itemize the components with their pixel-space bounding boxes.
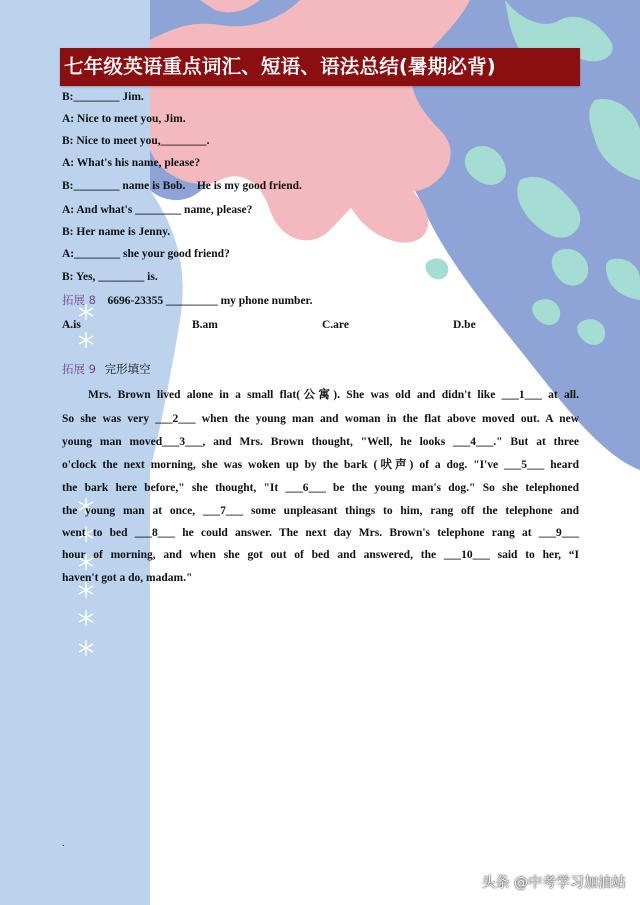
dialogue-line: A: What's his name, please? <box>62 157 201 169</box>
extension-8-label: 拓展 8 <box>62 293 96 307</box>
cloze-line: haven't got a do, madam." <box>62 572 193 584</box>
option-a: A.is <box>62 319 81 331</box>
extension-8-question <box>62 293 312 308</box>
dialogue-line: B:________ Jim. <box>62 91 144 103</box>
snowflake-icon <box>76 638 96 658</box>
watermark: 头条 @中考学习加油站 <box>481 875 626 891</box>
extension-9-heading <box>62 362 151 377</box>
cloze-line: went to bed ___8___ he could answer. The next day Mrs. Brown's telephone rang at ___9___ <box>62 527 579 539</box>
dialogue-line: A: And what's ________ name, please? <box>62 204 253 216</box>
cloze-line: Mrs. Brown lived alone in a small flat(公寓). She was old and didn't like ___1___ at all. <box>88 389 579 401</box>
page-title: 七年级英语重点词汇、短语、语法总结(暑期必背) <box>64 55 496 78</box>
dialogue-line: B: Yes, ________ is. <box>62 271 158 283</box>
cloze-line: o'clock the next morning, she was woken up by the bark (吠声) of a dog. "I've ___5___ heard <box>62 459 579 471</box>
cloze-line: hour of morning, and when she got out of bed and answered, the ___10___ said to her, “I <box>62 549 579 561</box>
extension-9-title: 完形填空 <box>104 362 151 376</box>
dialogue-line: B:________ name is Bob. He is my good friend. <box>62 180 302 192</box>
title-banner <box>60 48 580 86</box>
dialogue-line: B: Her name is Jenny. <box>62 226 171 238</box>
cloze-line: young man moved___3___, and Mrs. Brown thought, "Well, he looks ___4___." But at three <box>62 436 579 448</box>
dialogue-line: A: Nice to meet you, Jim. <box>62 113 186 125</box>
cloze-line: So she was very ___2___ when the young man and woman in the flat above moved out. A new <box>62 413 579 425</box>
cloze-line: the bark here before," she thought, "It ___6___ be the young man's dog." So she telephoned <box>62 482 579 494</box>
option-c: C.are <box>322 319 349 331</box>
cloze-line: the young man at once, ___7___ some unpleasant things to him, rang off the telephone and <box>62 505 579 517</box>
option-b: B.am <box>192 319 218 331</box>
dialogue-line: B: Nice to meet you,________. <box>62 135 210 147</box>
snowflake-icon <box>76 608 96 628</box>
footer-dot: . <box>62 838 65 849</box>
dialogue-line: A:________ she your good friend? <box>62 248 230 260</box>
extension-9-label: 拓展 9 <box>62 362 96 376</box>
option-d: D.be <box>453 319 476 331</box>
extension-8-text: 6696-23355 _________ my phone number. <box>107 295 313 307</box>
snowflake-icon <box>76 330 96 350</box>
